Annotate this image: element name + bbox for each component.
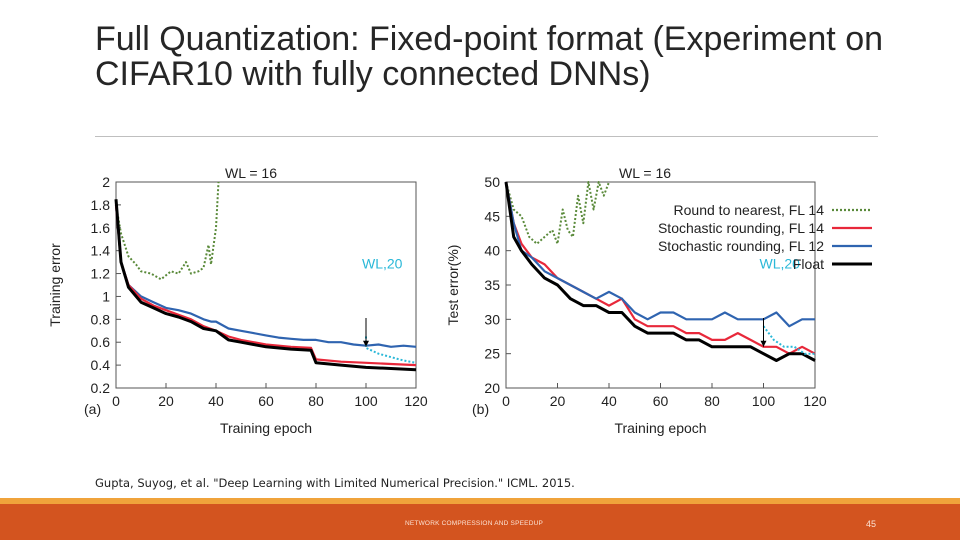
- y-tick-label: 35: [484, 277, 500, 293]
- x-tick-label: 120: [803, 393, 827, 409]
- x-tick-label: 40: [208, 393, 224, 409]
- footer-bar: [0, 504, 960, 540]
- x-tick-label: 100: [354, 393, 378, 409]
- chart-title: WL = 16: [619, 165, 672, 181]
- y-tick-label: 20: [484, 380, 500, 396]
- y-tick-label: 25: [484, 345, 500, 362]
- y-tick-label: 2: [102, 174, 110, 190]
- y-tick-label: 0.6: [90, 334, 110, 351]
- legend-label: Float: [792, 256, 824, 272]
- y-tick-label: 0.2: [90, 380, 110, 396]
- x-tick-label: 40: [601, 393, 617, 409]
- series-line-stoch_fl14: [116, 205, 416, 365]
- y-tick-label: 0.8: [90, 311, 110, 328]
- x-tick-label: 0: [502, 393, 510, 409]
- y-axis-label: Training error: [47, 243, 63, 327]
- annotation-label: WL,20: [759, 255, 800, 272]
- y-tick-label: 1.8: [90, 196, 110, 213]
- x-tick-label: 60: [652, 393, 669, 409]
- y-tick-label: 1: [102, 288, 110, 305]
- x-axis-label: Training epoch: [219, 420, 313, 436]
- y-tick-label: 1.2: [90, 265, 110, 282]
- test-error-chart: [440, 160, 920, 450]
- y-tick-label: 50: [484, 174, 500, 190]
- footer-title: NETWORK COMPRESSION AND SPEEDUP: [405, 520, 544, 527]
- test-error-chart-svg: [440, 160, 920, 450]
- panel-label: (a): [84, 401, 102, 417]
- slide-title: Full Quantization: Fixed-point format (Experiment on CIFAR10 with fully connected DNNs): [95, 20, 884, 93]
- y-tick-label: 1.4: [90, 242, 110, 259]
- series-line-stoch_fl12: [116, 205, 416, 347]
- y-tick-label: 30: [484, 311, 500, 328]
- x-tick-label: 100: [751, 393, 776, 409]
- training-error-chart-svg: [40, 160, 430, 450]
- x-tick-label: 20: [549, 393, 566, 409]
- y-tick-label: 1.6: [90, 219, 110, 236]
- series-line-round_nearest: [116, 182, 219, 279]
- citation: Gupta, Suyog, et al. "Deep Learning with Limited Numerical Precision." ICML. 2015.: [95, 476, 575, 490]
- x-tick-label: 80: [308, 393, 324, 409]
- series-line-wl20: [366, 337, 416, 363]
- y-tick-label: 40: [484, 242, 500, 259]
- y-tick-label: 45: [484, 208, 500, 225]
- plot-frame: [116, 182, 416, 388]
- x-tick-label: 20: [158, 393, 174, 409]
- training-error-chart: [40, 160, 430, 450]
- x-axis-label: Training epoch: [614, 420, 707, 436]
- page-number: 45: [866, 519, 877, 529]
- x-tick-label: 0: [112, 393, 120, 409]
- chart-title: WL = 16: [224, 165, 278, 181]
- x-tick-label: 80: [704, 393, 720, 409]
- series-line-round_nearest: [506, 182, 609, 244]
- x-tick-label: 120: [404, 393, 428, 409]
- legend-label: Stochastic rounding, FL 14: [657, 220, 824, 236]
- annotation-label: WL,20: [362, 255, 403, 272]
- panel-label: (b): [472, 401, 490, 417]
- legend-label: Stochastic rounding, FL 12: [657, 238, 824, 254]
- title-divider: [95, 136, 878, 137]
- x-tick-label: 60: [258, 393, 274, 409]
- y-tick-label: 0.4: [90, 357, 110, 374]
- legend-label: Round to nearest, FL 14: [673, 202, 824, 218]
- y-axis-label: Test error(%): [445, 244, 461, 326]
